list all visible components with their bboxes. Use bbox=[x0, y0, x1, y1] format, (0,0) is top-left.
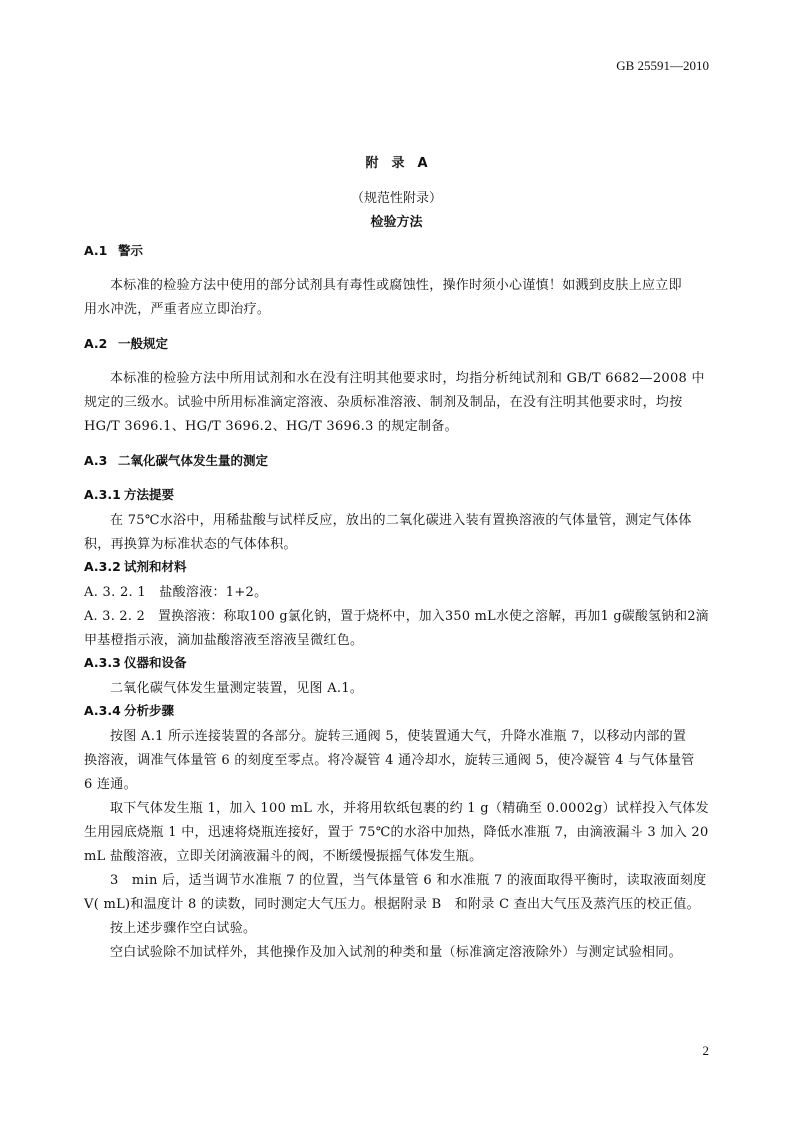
paragraph-line: 在 75℃水浴中，用稀盐酸与试样反应，放出的二氧化碳进入装有置换溶液的气体量管，测定气体体 bbox=[110, 513, 692, 528]
appendix-type: （规范性附录） bbox=[350, 191, 442, 206]
section-heading-a2: A.2 一般规定 bbox=[84, 336, 169, 351]
standard-number: GB 25591—2010 bbox=[616, 58, 709, 73]
page-number: 2 bbox=[702, 1043, 709, 1058]
paragraph-line: 甲基橙指示液，滴加盐酸溶液至溶液呈微红色。 bbox=[84, 633, 364, 648]
paragraph-line: 本标准的检验方法中所用试剂和水在没有注明其他要求时，均指分析纯试剂和 GB/T 6682—2008 中 bbox=[110, 371, 705, 386]
section-heading-a1: A.1 警示 bbox=[84, 243, 144, 258]
paragraph-line: 本标准的检验方法中使用的部分试剂具有毒性或腐蚀性，操作时须小心谨慎！如溅到皮肤上应立即 bbox=[110, 278, 682, 293]
paragraph-line: 规定的三级水。试验中所用标准滴定溶液、杂质标准溶液、制剂及制品，在没有注明其他要求时，均按 bbox=[84, 395, 683, 410]
section-heading-a32: A.3.2 试剂和材料 bbox=[84, 559, 187, 574]
paragraph-line: V( mL)和温度计 8 的读数，同时测定大气压力。根据附录 B 和附录 C 查出大气压及蒸汽压的校正值。 bbox=[84, 897, 700, 912]
appendix-name: 检验方法 bbox=[370, 215, 423, 230]
appendix-title: 附 录 A bbox=[365, 156, 428, 171]
paragraph-line: 积，再换算为标准状态的气体体积。 bbox=[84, 537, 297, 552]
paragraph-line: A. 3. 2. 1 盐酸溶液：1+2。 bbox=[84, 585, 268, 600]
section-heading-a31: A.3.1 方法提要 bbox=[84, 487, 175, 502]
paragraph-line: 取下气体发生瓶 1，加入 100 mL 水，并将用软纸包裹的约 1 g（精确至 0.0002g）试样投入气体发 bbox=[110, 801, 709, 816]
paragraph-line: 换溶液，调准气体量管 6 的刻度至零点。将冷凝管 4 通冷却水，旋转三通阀 5，使冷凝管 4 与气体量管 bbox=[84, 753, 695, 768]
paragraph-line: 按图 A.1 所示连接装置的各部分。旋转三通阀 5，使装置通大气，升降水准瓶 7，以移动内部的置 bbox=[110, 729, 687, 744]
paragraph-line: A. 3. 2. 2 置换溶液：称取100 g氯化钠，置于烧杯中，加入350 mL水使之溶解，再加1 g碳酸氢钠和2滴 bbox=[84, 609, 709, 624]
section-heading-a3: A.3 二氧化碳气体发生量的测定 bbox=[84, 453, 269, 468]
paragraph-line: 6 连通。 bbox=[84, 777, 137, 792]
paragraph-line: 用水冲洗，严重者应立即治疗。 bbox=[84, 302, 271, 317]
paragraph-line: 生用园底烧瓶 1 中，迅速将烧瓶连接好，置于 75℃的水浴中加热，降低水准瓶 7，由滴液漏斗 3 加入 20 bbox=[84, 825, 709, 840]
paragraph-line: mL 盐酸溶液，立即关闭滴液漏斗的阀，不断缓慢振摇气体发生瓶。 bbox=[84, 849, 483, 864]
paragraph-line: 按上述步骤作空白试验。 bbox=[110, 921, 257, 936]
paragraph-line: 空白试验除不加试样外，其他操作及加入试剂的种类和量（标准滴定溶液除外）与测定试验相同。 bbox=[110, 945, 682, 960]
paragraph-line: 3 min 后，适当调节水准瓶 7 的位置，当气体量管 6 和水准瓶 7 的液面取得平衡时，读取液面刻度 bbox=[110, 873, 707, 888]
section-heading-a33: A.3.3 仪器和设备 bbox=[84, 655, 187, 670]
section-heading-a34: A.3.4 分析步骤 bbox=[84, 703, 175, 718]
paragraph-line: HG/T 3696.1、HG/T 3696.2、HG/T 3696.3 的规定制备。 bbox=[84, 419, 458, 434]
paragraph-line: 二氧化碳气体发生量测定装置，见图 A.1。 bbox=[110, 681, 364, 696]
